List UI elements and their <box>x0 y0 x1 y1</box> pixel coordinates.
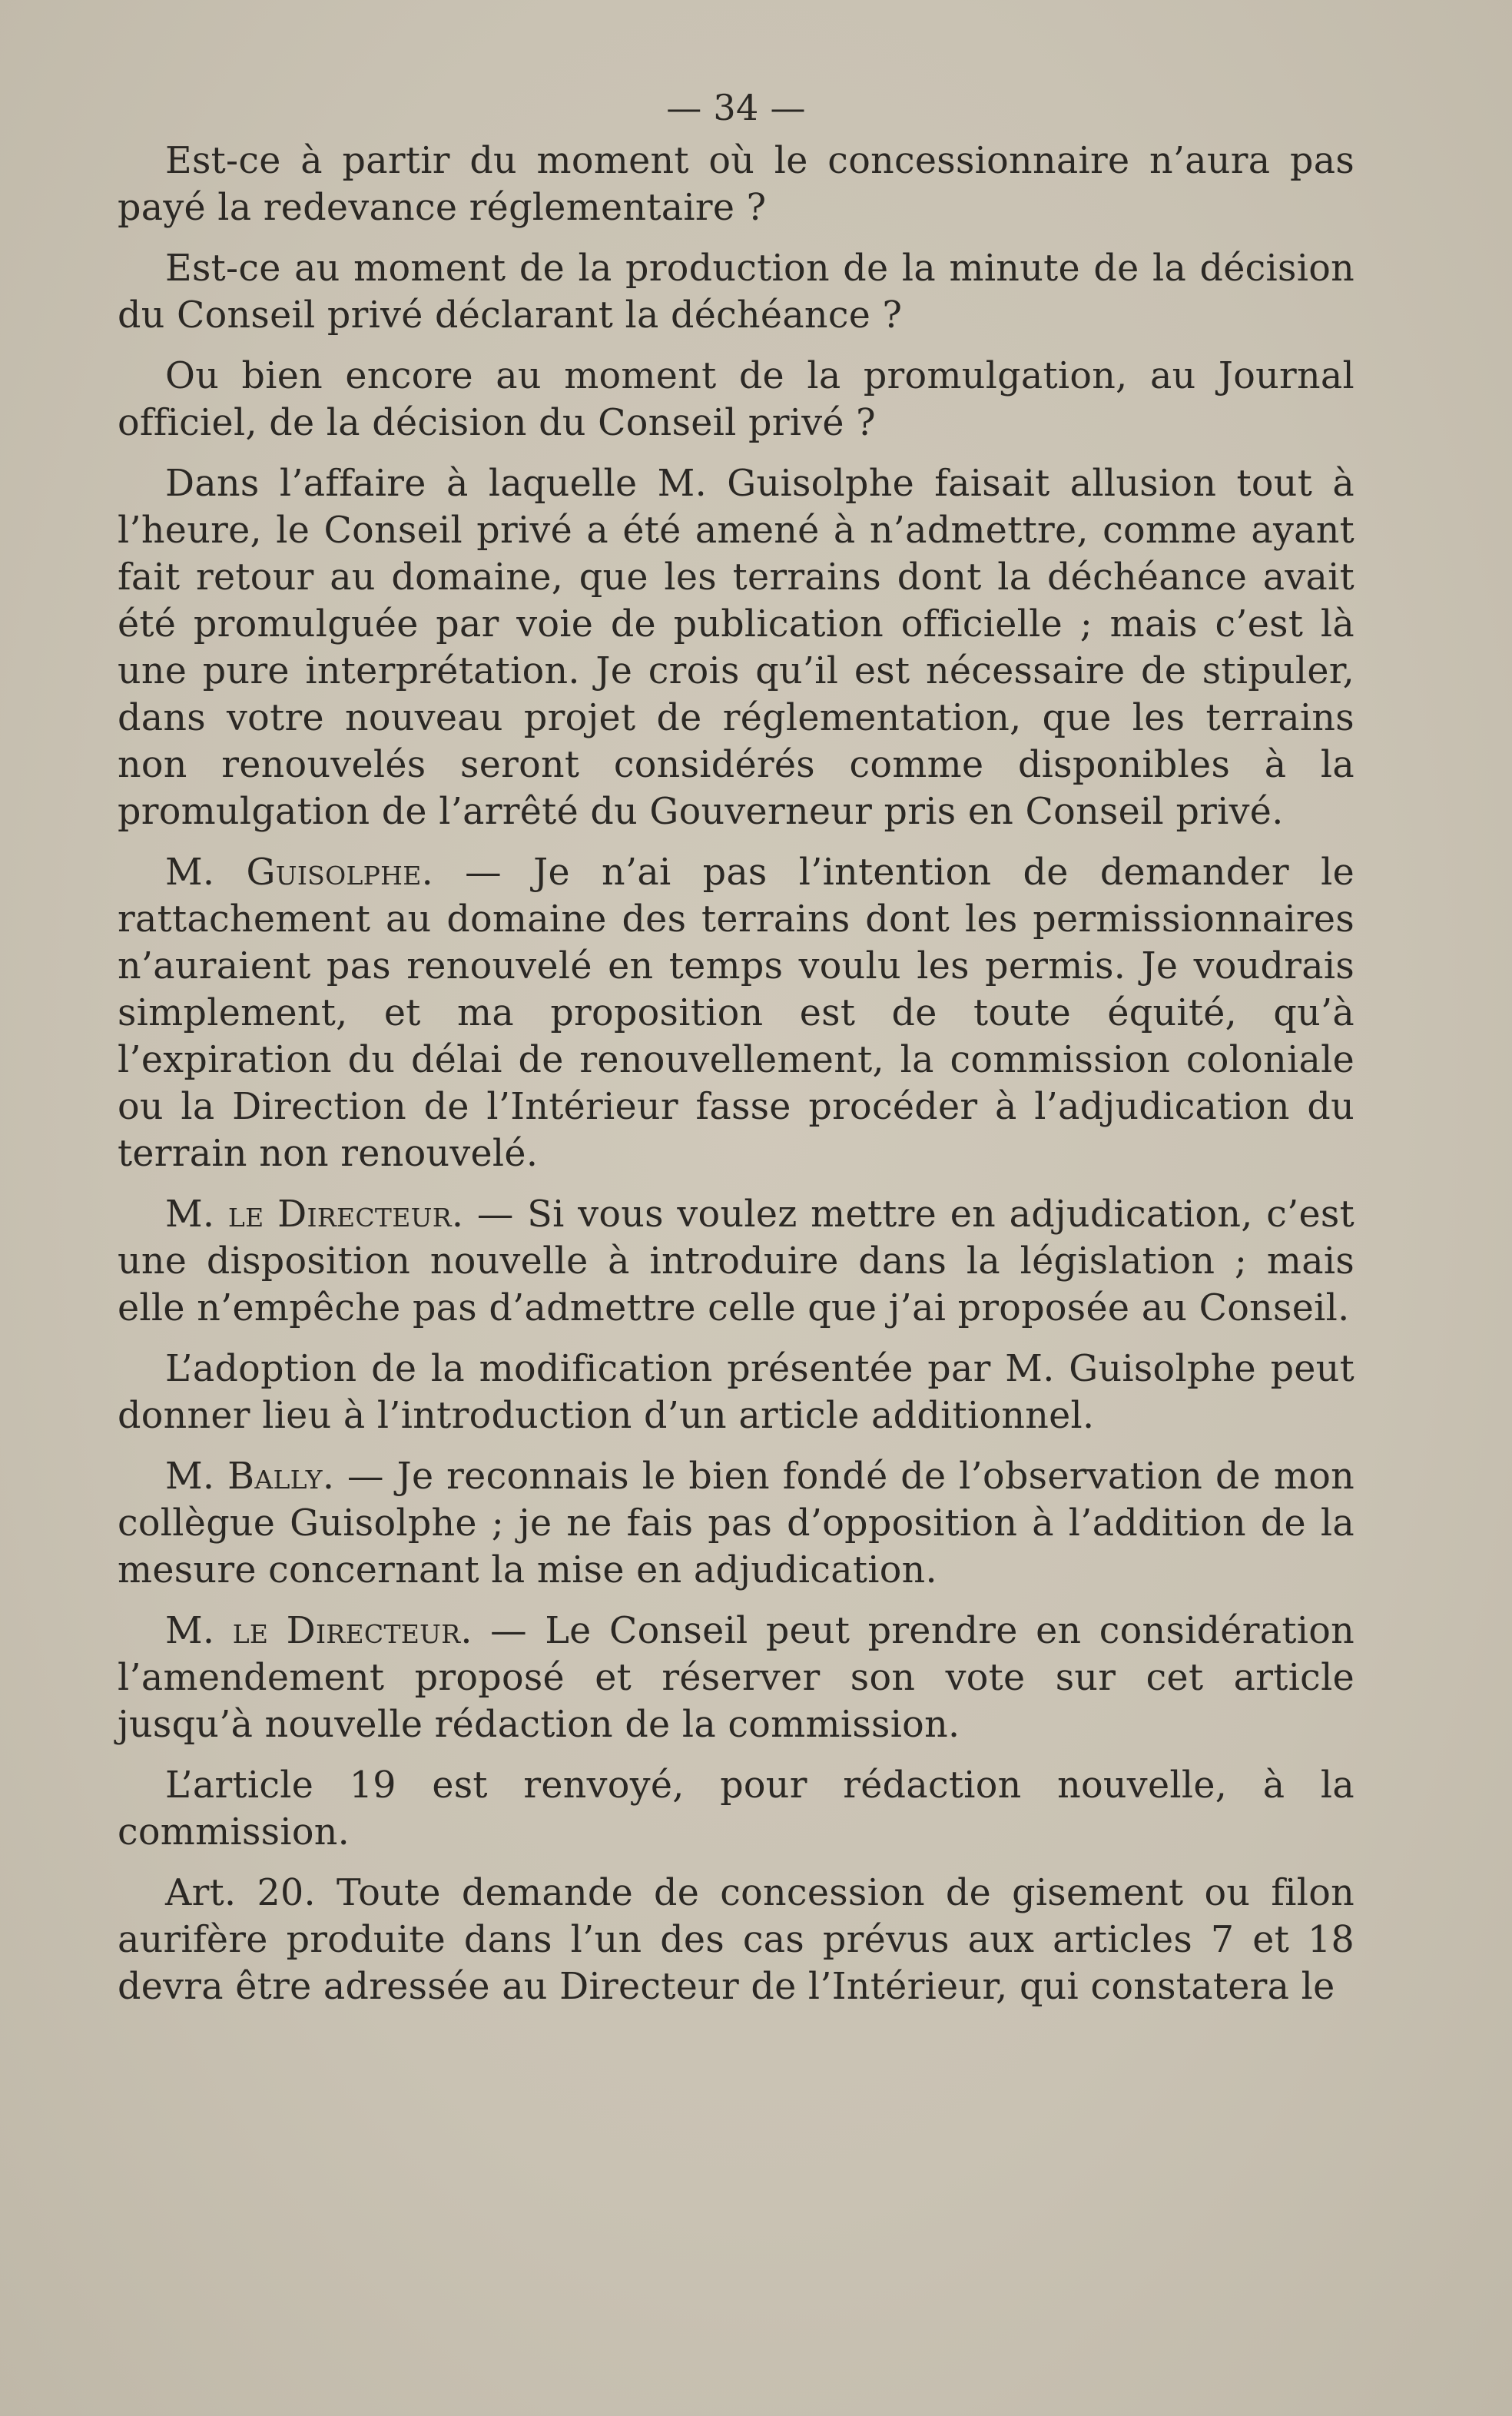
paragraph <box>118 353 1354 446</box>
paragraph <box>118 460 1354 835</box>
paragraph-text: Ou bien encore au moment de la promulgation, au Journal officiel, de la décision du Conseil privé ? <box>118 355 1354 444</box>
page-number: — 34 — <box>666 87 806 128</box>
paragraph-text: L’adoption de la modification présentée par M. Guisolphe peut donner lieu à l’introduction d’un article additionnel. <box>118 1348 1354 1437</box>
paragraph-text: — Le Conseil peut prendre en considération l’amendement proposé et réserver son vote sur cet article jusqu’à nouvelle rédaction de la commission. <box>118 1610 1354 1746</box>
paragraph <box>118 1346 1354 1439</box>
paragraph-text: — Je n’ai pas l’intention de demander le rattachement au domaine des terrains dont les permissionnaires n’auraient pas renouvelé en temps voulu les permis. Je voudrais simplement, et ma proposition est de toute équité, qu’à l’expiration du délai de renouvellement, la commission coloniale ou la Direction de l’Intérieur fasse procéder à l’adjudication du terrain non renouvelé. <box>118 851 1354 1175</box>
speaker-name: M. Bally. <box>165 1455 335 1498</box>
paragraph-text: Dans l’affaire à laquelle M. Guisolphe faisait allusion tout à l’heure, le Conseil privé a été amené à n’admettre, comme ayant fait retour au domaine, que les terrains dont la déchéance avait été promulguée par voie de publication officielle ; mais c’est là une pure interprétation. Je crois qu’il est nécessaire de stipuler, dans votre nouveau projet de réglementation, que les terrains non renouvelés seront considérés comme disponibles à la promulgation de l’arrêté du Gouverneur pris en Conseil privé. <box>118 463 1354 833</box>
paragraph <box>118 1191 1354 1332</box>
paragraph <box>118 849 1354 1177</box>
paragraph-text: Art. 20. Toute demande de concession de gisement ou filon aurifère produite dans l’un des cas prévus aux articles 7 et 18 devra être adressée au Directeur de l’Intérieur, qui constatera le <box>118 1872 1354 2008</box>
paragraph <box>118 1608 1354 1748</box>
paragraph-text: L’article 19 est renvoyé, pour rédaction nouvelle, à la commission. <box>118 1764 1354 1853</box>
paragraph <box>118 1453 1354 1594</box>
paragraph-text: — Si vous voulez mettre en adjudication, c’est une disposition nouvelle à introduire dans la législation ; mais elle n’empêche pas d’admettre celle que j’ai proposée au Conseil. <box>118 1193 1354 1329</box>
paragraph-text: Est-ce au moment de la production de la minute de la décision du Conseil privé déclarant la déchéance ? <box>118 247 1354 337</box>
paragraph <box>118 245 1354 339</box>
paragraph <box>118 1762 1354 1856</box>
speaker-name: M. Guisolphe. <box>165 851 434 894</box>
paragraph <box>118 1870 1354 2010</box>
speaker-name: M. le Directeur. <box>165 1610 472 1652</box>
page-text <box>118 85 1354 2024</box>
paragraph <box>118 138 1354 231</box>
speaker-name: M. le Directeur. <box>165 1193 464 1236</box>
paragraph-text: Est-ce à partir du moment où le concessionnaire n’aura pas payé la redevance réglementaire ? <box>118 140 1354 229</box>
paragraph-text: — Je reconnais le bien fondé de l’observation de mon collègue Guisolphe ; je ne fais pas d’opposition à l’addition de la mesure concernant la mise en adjudication. <box>118 1455 1354 1591</box>
